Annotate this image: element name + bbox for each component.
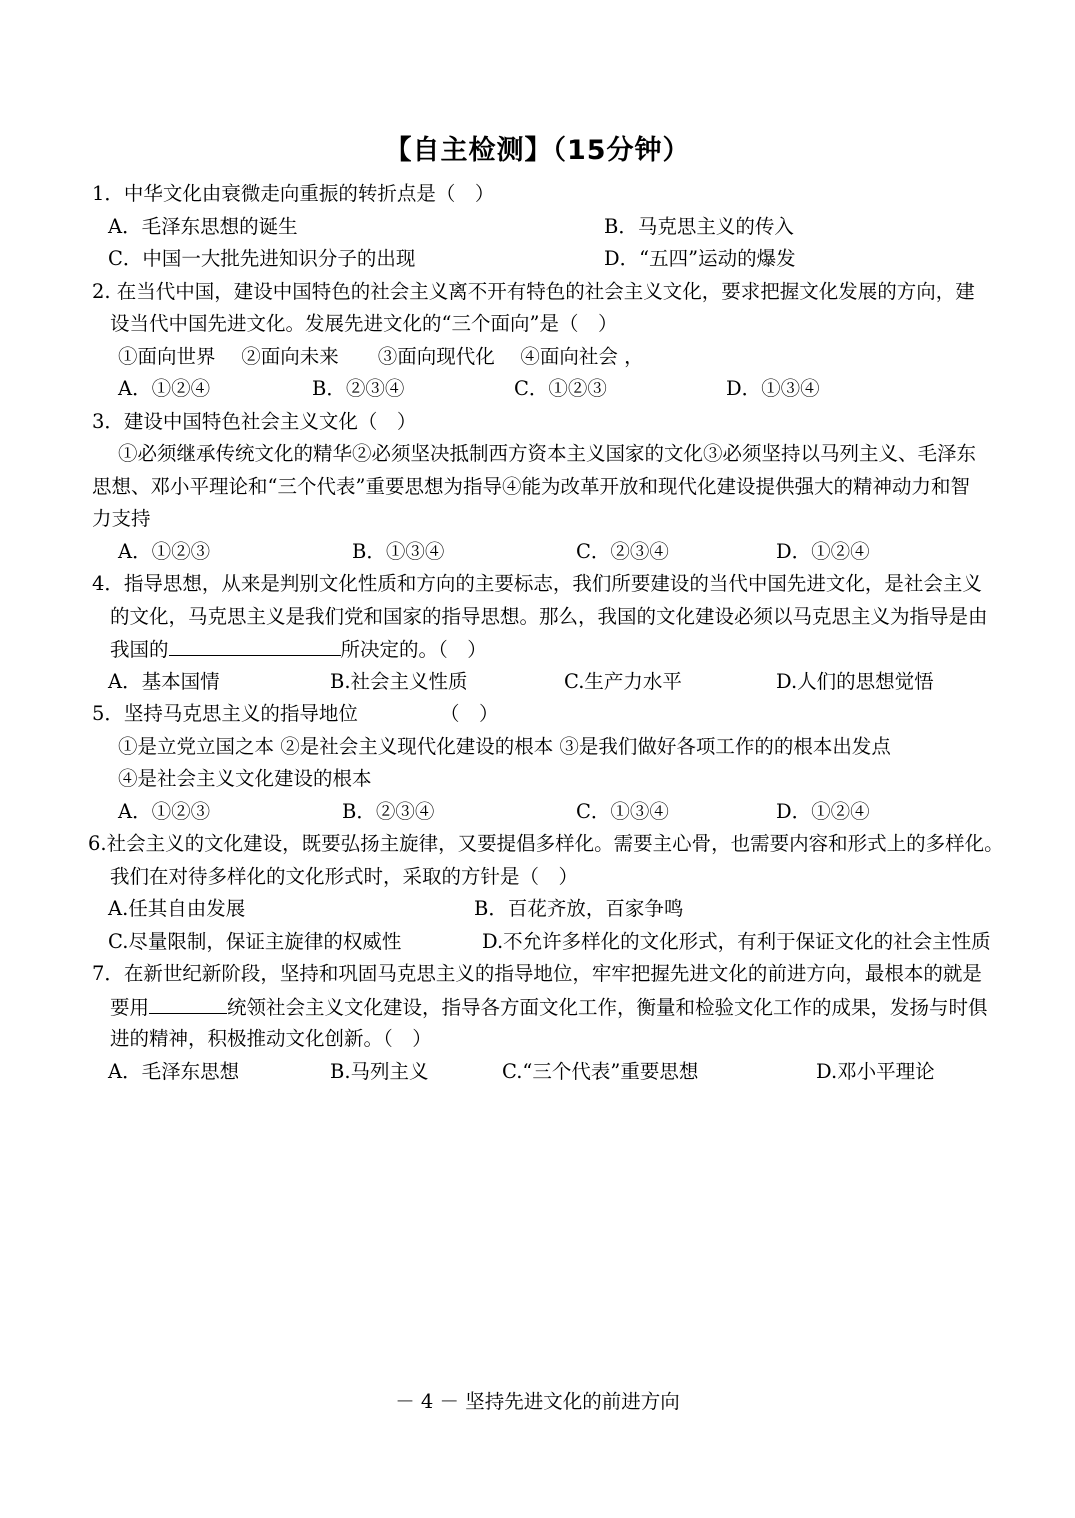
question-4-text-before-blank: 我国的: [110, 638, 169, 661]
question-4-stem-line-1: 4．指导思想，从来是判别文化性质和方向的主要标志，我们所要建设的当代中国先进文化，是社会主义: [92, 572, 982, 595]
question-3-option-d: D．①②④: [776, 540, 870, 563]
question-1-option-a: A．毛泽东思想的诞生: [108, 215, 298, 238]
question-6-option-c: C.尽量限制，保证主旋律的权威性: [108, 930, 402, 953]
question-2-items: ①面向世界 ②面向未来 ③面向现代化 ④面向社会 ，: [118, 345, 644, 368]
question-4-option-a: A．基本国情: [108, 670, 220, 693]
question-6-stem-line-2: 我们在对待多样化的文化形式时，采取的方针是（ ）: [110, 865, 579, 888]
question-6-stem-line-1: 6.社会主义的文化建设，既要弘扬主旋律，又要提倡多样化。需要主心骨，也需要内容和形式上的多样化。: [88, 832, 1004, 855]
question-3-body-line-1: ①必须继承传统文化的精华②必须坚决抵制西方资本主义国家的文化③必须坚持以马列主义、毛泽东: [118, 442, 977, 465]
question-4-option-b: B.社会主义性质: [330, 670, 468, 693]
question-1-option-c: C．中国一大批先进知识分子的出现: [108, 247, 416, 270]
question-1-stem: 1．中华文化由衰微走向重振的转折点是（ ）: [92, 182, 495, 205]
question-5-items-line-2: ④是社会主义文化建设的根本: [118, 767, 372, 790]
question-2-stem-line-2: 设当代中国先进文化。发展先进文化的“三个面向”是（ ）: [110, 312, 618, 335]
question-6-option-b: B．百花齐放，百家争鸣: [474, 897, 684, 920]
question-5-option-c: C．①③④: [576, 800, 669, 823]
question-4-text-after-blank: 所决定的。（ ）: [340, 638, 487, 661]
question-6-option-d: D.不允许多样化的文化形式，有利于保证文化的社会主性质: [482, 930, 991, 953]
question-3-option-b: B．①③④: [352, 540, 445, 563]
question-7-option-c: C.“三个代表”重要思想: [502, 1060, 699, 1083]
question-7-stem-line-2: [110, 995, 988, 1020]
question-3-stem: 3．建设中国特色社会主义文化（ ）: [92, 410, 417, 433]
page-title: 【自主检测】（15分钟）: [384, 135, 691, 166]
page-footer: － 4 － 坚持先进文化的前进方向: [395, 1390, 680, 1413]
question-2-option-c: C．①②③: [514, 377, 607, 400]
question-3-body-line-3: 力支持: [92, 507, 151, 530]
question-5-option-d: D．①②④: [776, 800, 870, 823]
question-2-option-d: D．①③④: [726, 377, 820, 400]
question-4-option-d: D.人们的思想觉悟: [776, 670, 934, 693]
question-7-option-d: D.邓小平理论: [816, 1060, 935, 1083]
question-3-option-c: C．②③④: [576, 540, 669, 563]
answer-blank: [149, 995, 227, 1014]
question-6-option-a: A.任其自由发展: [108, 897, 246, 920]
question-7-stem-line-3: 进的精神，积极推动文化创新。（ ）: [110, 1027, 432, 1050]
question-1-option-b: B．马克思主义的传入: [604, 215, 794, 238]
question-7-option-a: A．毛泽东思想: [108, 1060, 240, 1083]
question-4-stem-line-3: [110, 637, 487, 662]
question-3-body-line-2: 思想、邓小平理论和“三个代表”重要思想为指导④能为改革开放和现代化建设提供强大的精神动力和智: [92, 475, 970, 498]
question-5-stem: 5．坚持马克思主义的指导地位: [92, 702, 358, 725]
question-5-option-a: A．①②③: [118, 800, 211, 823]
answer-blank: [169, 637, 341, 656]
question-5-option-b: B．②③④: [342, 800, 435, 823]
question-7-text-before-blank: 要用: [110, 996, 150, 1019]
question-4-stem-line-2: 的文化，马克思主义是我们党和国家的指导思想。那么，我国的文化建设必须以马克思主义为指导是由: [110, 605, 988, 628]
question-4-option-c: C.生产力水平: [564, 670, 682, 693]
question-2-stem-line-1: 2. 在当代中国，建设中国特色的社会主义离不开有特色的社会主义文化，要求把握文化发展的方向，建: [92, 280, 975, 303]
question-2-option-a: A．①②④: [118, 377, 211, 400]
question-7-stem-line-1: 7．在新世纪新阶段，坚持和巩固马克思主义的指导地位，牢牢把握先进文化的前进方向，最根本的就是: [92, 962, 982, 985]
question-5-items-line-1: ①是立党立国之本 ②是社会主义现代化建设的根本 ③是我们做好各项工作的的根本出发点: [118, 735, 891, 758]
question-5-paren: （ ）: [440, 702, 499, 725]
question-3-option-a: A．①②③: [118, 540, 211, 563]
question-7-text-after-blank: 统领社会主义文化建设，指导各方面文化工作，衡量和检验文化工作的成果，发扬与时俱: [227, 996, 988, 1019]
question-2-option-b: B．②③④: [312, 377, 405, 400]
question-1-option-d: D．“五四”运动的爆发: [604, 247, 796, 270]
question-7-option-b: B.马列主义: [330, 1060, 429, 1083]
